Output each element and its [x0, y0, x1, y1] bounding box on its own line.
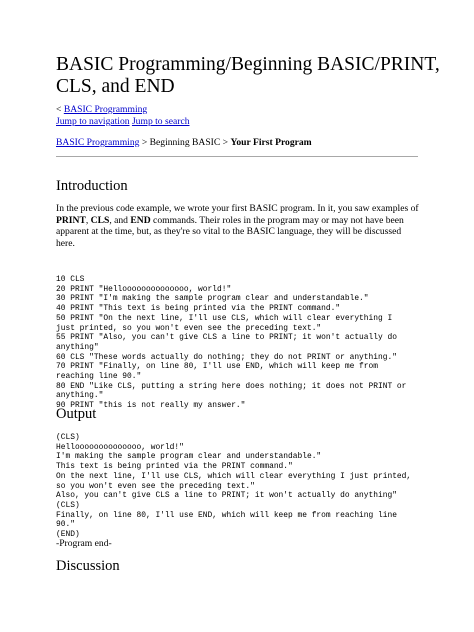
intro-text-2: , and [109, 214, 131, 226]
jump-to-search-link[interactable]: Jump to search [131, 116, 190, 127]
code-block: 10 CLS 20 PRINT "Helloooooooooooooo, world!" 30 PRINT "I'm making the sample program clear and understandable." 40 PRINT "This text is being printed via the PRINT command." 50 PRINT "On the next line, I'll use CLS, which will clear everything I just printed, so you won't even see the preceding text." 55 PRINT "Also, you can't give CLS a line to PRINT; it won't actually do anything" 60 CLS "These words actually do nothing; they do not PRINT or anything." 70 PRINT "Finally, on line 80, I'll use END, which will keep me from reaching line 90." 80 END "Like CLS, putting a string here does nothing; it does not PRINT or anything." 90 PRINT "this is not really my answer." [56, 275, 407, 411]
back-link-row [56, 104, 147, 115]
breadcrumb-separator: > [220, 137, 231, 148]
breadcrumb-current: Your First Program [230, 137, 312, 148]
page-title: BASIC Programming/Beginning BASIC/PRINT, CLS, and END [56, 54, 440, 97]
keyword-cls: CLS [90, 214, 110, 226]
program-end-text: -Program end- [56, 538, 112, 549]
divider [56, 156, 418, 157]
output-heading: Output [56, 406, 97, 422]
back-prefix: < [56, 104, 64, 115]
keyword-print: PRINT [56, 214, 86, 226]
introduction-heading: Introduction [56, 178, 128, 194]
jump-links [56, 116, 190, 127]
keyword-end: END [130, 214, 151, 226]
discussion-heading: Discussion [56, 558, 120, 574]
intro-text-3: commands. Their roles in the program may or may not have been apparent at the time, but, as they're so vital to the BASIC language, they will be discussed here. [56, 214, 404, 249]
breadcrumb-middle: Beginning BASIC [149, 137, 221, 148]
intro-comma: , [85, 214, 91, 226]
breadcrumb-root-link[interactable]: BASIC Programming [56, 137, 140, 148]
output-block: (CLS) Helloooooooooooooo, world!" I'm making the sample program clear and understandable." This text is being printed via the PRINT command." On the next line, I'll use CLS, which will clear everything I just printed, so you won't even see the preceding text." Also, you can't give CLS a line to PRINT; it won't actually do anything" (CLS) Finally, on line 80, I'll use END, which will keep me from reaching line 90." (END) [56, 433, 412, 540]
back-link[interactable]: BASIC Programming [63, 104, 148, 115]
intro-text-1: In the previous code example, we wrote your first BASIC program. In it, you saw examples of [56, 203, 419, 214]
introduction-paragraph [56, 203, 422, 249]
breadcrumb [56, 137, 312, 148]
breadcrumb-separator: > [139, 137, 150, 148]
jump-to-navigation-link[interactable]: Jump to navigation [56, 116, 130, 127]
